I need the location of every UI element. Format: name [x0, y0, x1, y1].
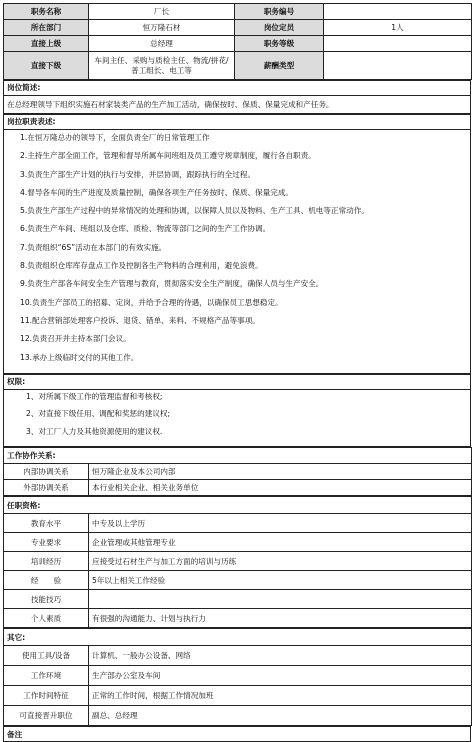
- subordinate-value: 车间主任、采购与质检主任、物流/拼花/普工组长、电工等: [89, 52, 235, 80]
- superior-label: 直接上级: [4, 36, 89, 52]
- qualification-row: [4, 552, 472, 571]
- duty-item: 6.负责生产车间、班组以及仓库、质检、物流等部门之间的生产工作协调。: [20, 224, 271, 234]
- duty-item: 4.督导各车间的生产进度及质量控制，确保各项生产任务按时、保质、保量完成。: [20, 187, 294, 197]
- duty-item: 9.负责生产部各车间安全生产管理与教育，贯彻落实安全生产制度，确保人员与生产安全。: [20, 279, 324, 289]
- header-table: [3, 3, 472, 80]
- department-label: 所在部门: [4, 20, 89, 36]
- major-value: 企业管理或其他管理专业: [89, 533, 472, 552]
- duty-item: 12.负责召开并主持本部门会议。: [20, 334, 131, 344]
- qualification-row: [4, 609, 472, 628]
- other-table: [3, 628, 472, 726]
- skills-label: 技能技巧: [4, 590, 89, 609]
- relations-title: 工作协作关系:: [4, 448, 472, 464]
- grade-value: [324, 36, 472, 52]
- duty-item: 2.主持生产部全面工作，管理和督导所属车间班组及员工遵守规章制度，履行各自职责。: [20, 151, 316, 161]
- qualifications-table: [3, 496, 472, 628]
- salary-value: [324, 52, 472, 80]
- experience-label: 经 验: [4, 571, 89, 590]
- authority-item: 2、对直接下级任用、调配和奖惩的建议权;: [26, 409, 171, 419]
- position-code-label: 职务编号: [235, 4, 324, 20]
- other-row: [4, 666, 472, 686]
- environment-label: 工作环境: [4, 666, 89, 686]
- work-hours-value: 正常的工作时间，根据工作情况加班: [89, 686, 472, 706]
- authority-item: 3、对工厂人力及其他资源使用的建议权.: [26, 426, 163, 436]
- tools-label: 使用工具/设备: [4, 646, 89, 666]
- relations-table: [3, 447, 472, 496]
- personal-quality-label: 个人素质: [4, 609, 89, 628]
- relations-row: [4, 464, 472, 480]
- qualifications-title: 任职资格:: [4, 497, 472, 514]
- headcount-value: 1人: [324, 20, 472, 36]
- position-name-label: 职务名称: [4, 4, 89, 20]
- summary-text: 在总经理领导下组织实施石材家装类产品的生产加工活动，确保按时、保质、保量完成和产任务。: [4, 96, 471, 114]
- superior-value: 总经理: [89, 36, 235, 52]
- header-row-3: [4, 36, 472, 52]
- authority-title: 权限:: [4, 374, 471, 389]
- remarks-table: [3, 726, 471, 742]
- authority-list: [4, 389, 471, 447]
- duty-item: 1.在恒万隆总办的领导下，全面负责全厂的日常管理工作: [20, 133, 210, 142]
- duty-item: 8.负责组织仓库库存盘点工作及控制各生产物料的合理利用，避免浪费。: [20, 261, 263, 271]
- promotion-value: 副总、总经理: [89, 706, 472, 726]
- other-row: [4, 686, 472, 706]
- authority-table: [3, 374, 471, 448]
- internal-relations-label: 内部协调关系: [4, 464, 89, 480]
- headcount-label: 岗位定员: [235, 20, 324, 36]
- duty-item: 10.负责生产部员工的招募、定岗，并给予合理的待遇，以确保员工思想稳定。: [20, 297, 283, 307]
- duty-item: 11.配合营销部处理客户投诉、退货、错单、来料、不规格产品等事项。: [20, 315, 260, 325]
- other-title: 其它:: [4, 629, 472, 646]
- qualification-row: [4, 590, 472, 609]
- subordinate-label: 直接下级: [4, 52, 89, 80]
- summary-table: [3, 80, 471, 114]
- authority-item: 1、对所属下级工作的管理监督和考核权;: [26, 391, 163, 401]
- position-name-value: 厂长: [89, 4, 235, 20]
- header-row-2: [4, 20, 472, 36]
- external-relations-value: 本行业相关企业、相关业务单位: [89, 480, 472, 496]
- position-code-value: [324, 4, 472, 20]
- duty-item: 7.负责组织“6S”活动在本部门的有效实施。: [20, 242, 167, 252]
- header-row-1: [4, 4, 472, 20]
- promotion-label: 可直接晋升职位: [4, 706, 89, 726]
- environment-value: 生产部办公室及车间: [89, 666, 472, 686]
- work-hours-label: 工作时间特征: [4, 686, 89, 706]
- external-relations-label: 外部协调关系: [4, 480, 89, 496]
- duties-title: 岗拉职责表述:: [4, 115, 471, 130]
- qualification-row: [4, 514, 472, 533]
- remarks-title: 备注: [4, 727, 471, 742]
- grade-label: 职务等级: [235, 36, 324, 52]
- duties-list: [4, 130, 471, 374]
- skills-value: [89, 590, 472, 609]
- summary-title: 岗位简述:: [4, 81, 471, 96]
- training-label: 培训经历: [4, 552, 89, 571]
- duties-table: [3, 114, 471, 374]
- salary-label: 薪酬类型: [235, 52, 324, 80]
- major-label: 专业要求: [4, 533, 89, 552]
- internal-relations-value: 恒万隆企业及本公司内部: [89, 464, 472, 480]
- duty-item: 3.负责生产部生产计划的执行与安排，并层协调，跟踪执行的全过程。: [20, 169, 256, 179]
- duty-item: 5.负责生产部生产过程中的异常情况的处理和协调，以保障人员以及物料、生产工具、机电等正常动作。: [20, 206, 369, 216]
- duty-item: 13.承办上级临时交付的其他工作。: [20, 352, 139, 362]
- experience-value: 5年以上相关工作经验: [89, 571, 472, 590]
- qualification-row: [4, 533, 472, 552]
- training-value: 应接受过石材生产与加工方面的培训与历练: [89, 552, 472, 571]
- department-value: 恒万隆石材: [89, 20, 235, 36]
- job-description-sheet: [3, 3, 471, 742]
- education-label: 教育水平: [4, 514, 89, 533]
- education-value: 中专及以上学历: [89, 514, 472, 533]
- other-row: [4, 646, 472, 666]
- other-row: [4, 706, 472, 726]
- personal-quality-value: 有很强的沟通能力、计划与执行力: [89, 609, 472, 628]
- relations-row: [4, 480, 472, 496]
- qualification-row: [4, 571, 472, 590]
- header-row-4: [4, 52, 472, 80]
- tools-value: 计算机、一般办公设备、网络: [89, 646, 472, 666]
